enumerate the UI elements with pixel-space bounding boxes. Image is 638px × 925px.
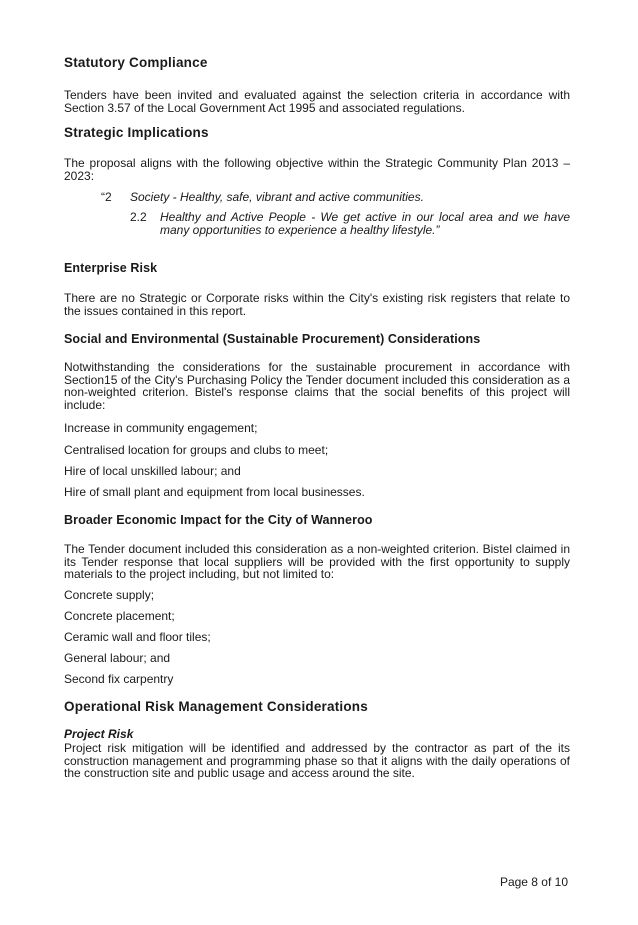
list-item: Concrete supply; <box>64 588 155 602</box>
sub-objective-text: Healthy and Active People - We get active in our local area and we have many opportunities to experience a healthy lifestyle.” <box>160 210 570 237</box>
project-risk-subheading: Project Risk <box>64 727 134 741</box>
operational-risk-heading: Operational Risk Management Considerations <box>64 699 368 714</box>
enterprise-risk-text: There are no Strategic or Corporate risks within the City's existing risk registers that relate to the issues contained in this report. <box>64 291 570 318</box>
social-environmental-heading: Social and Environmental (Sustainable Procurement) Considerations <box>64 332 481 346</box>
list-item: Centralised location for groups and clubs to meet; <box>64 443 329 457</box>
list-item: Second fix carpentry <box>64 672 174 686</box>
page-number: Page 8 of 10 <box>499 875 568 889</box>
social-environmental-text: Notwithstanding the considerations for the sustainable procurement in accordance with Section15 of the City's Purchasing Policy the Tender document included this consideration as a non-weighted criterion. Bistel's response claims that the social benefits of this project will include: <box>64 360 570 412</box>
list-item: Increase in community engagement; <box>64 421 258 435</box>
project-risk-text: Project risk mitigation will be identified and addressed by the contractor as part of the its construction management and programming phase so that it aligns with the daily operations of the construction site and public usage and access around the site. <box>64 741 570 780</box>
list-item: Concrete placement; <box>64 609 175 623</box>
economic-impact-heading: Broader Economic Impact for the City of Wanneroo <box>64 513 373 527</box>
strategic-implications-heading: Strategic Implications <box>64 125 209 140</box>
strategic-implications-text: The proposal aligns with the following objective within the Strategic Community Plan 2013 – 2023: <box>64 156 570 183</box>
objective-number: “2 <box>101 190 112 204</box>
statutory-compliance-heading: Statutory Compliance <box>64 55 208 70</box>
economic-impact-text: The Tender document included this consideration as a non-weighted criterion. Bistel claimed in its Tender response that local suppliers will be provided with the first opportunity to supply materials to the project including, but not limited to: <box>64 542 570 581</box>
statutory-compliance-text: Tenders have been invited and evaluated against the selection criteria in accordance with Section 3.57 of the Local Government Act 1995 and associated regulations. <box>64 88 570 115</box>
list-item: General labour; and <box>64 651 171 665</box>
list-item: Hire of small plant and equipment from local businesses. <box>64 485 365 499</box>
sub-objective-number: 2.2 <box>130 210 147 224</box>
enterprise-risk-heading: Enterprise Risk <box>64 261 158 275</box>
list-item: Ceramic wall and floor tiles; <box>64 630 211 644</box>
objective-text: Society - Healthy, safe, vibrant and active communities. <box>130 190 424 204</box>
list-item: Hire of local unskilled labour; and <box>64 464 241 478</box>
